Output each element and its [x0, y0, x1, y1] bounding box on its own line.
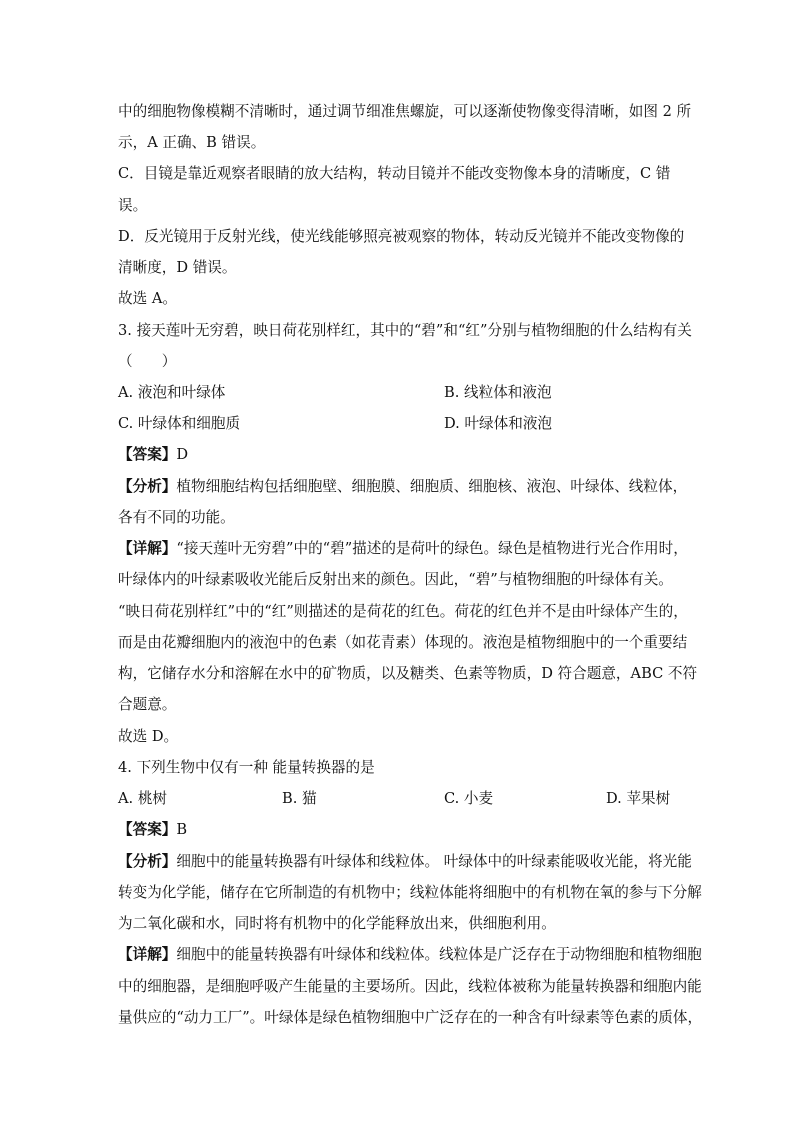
- question-4-stem: 4. 下列生物中仅有一种 能量转换器的是: [118, 759, 375, 776]
- text-line: 为二氧化碳和水，同时将有机物中的化学能释放出来，供细胞利用。: [118, 915, 556, 932]
- question-3-stem: 3. 接天莲叶无穷碧，映日荷花别样红，其中的“碧”和“红”分别与植物细胞的什么结构有关: [118, 322, 692, 339]
- text-line: 转变为化学能，储存在它所制造的有机物中；线粒体能将细胞中的有机物在氧的参与下分解: [118, 884, 702, 901]
- detail-text: “接天莲叶无穷碧”中的“碧”描述的是荷叶的绿色。绿色是植物进行光合作用时，: [176, 540, 688, 557]
- q3-option-b: B. 线粒体和液泡: [444, 384, 552, 401]
- q4-option-b: B. 猫: [282, 790, 317, 807]
- answer-4: [118, 820, 688, 840]
- text-line: “映日荷花别样红”中的“红”则描述的是荷花的红色。荷花的红色并不是由叶绿体产生的，: [118, 603, 688, 620]
- q3-option-a: A. 液泡和叶绿体: [118, 384, 226, 401]
- question-3-paren: （ ）: [118, 353, 177, 370]
- text-line: 中的细胞器，是细胞呼吸产生能量的主要场所。因此，线粒体被称为能量转换器和细胞内能: [118, 978, 702, 995]
- answer-value: D: [176, 446, 189, 463]
- text-line: D．反光镜用于反射光线，使光线能够照亮被观察的物体，转动反光镜并不能改变物像的: [118, 228, 685, 245]
- answer-3: [118, 445, 688, 465]
- detail-text: 细胞中的能量转换器有叶绿体和线粒体。线粒体是广泛存在于动物细胞和植物细胞: [176, 946, 702, 963]
- text-line: 中的细胞物像模糊不清晰时，通过调节细准焦螺旋，可以逐渐使物像变得清晰，如图 2 所: [118, 103, 692, 120]
- analysis-3: [118, 477, 688, 497]
- q3-option-d: D. 叶绿体和液泡: [444, 415, 553, 432]
- q4-option-d: D. 苹果树: [606, 790, 671, 807]
- text-line: C．目镜是靠近观察者眼睛的放大结构，转动目镜并不能改变物像本身的清晰度，C 错: [118, 165, 671, 182]
- analysis-tag: 【分析】: [118, 853, 177, 870]
- answer-value: B: [176, 821, 188, 838]
- detail-tag: 【详解】: [118, 540, 177, 557]
- text-line: 构，它储存水分和溶解在水中的矿物质，以及糖类、色素等物质，D 符合题意，ABC 不符: [118, 665, 698, 682]
- answer-tag: 【答案】: [118, 821, 177, 838]
- q3-option-c: C. 叶绿体和细胞质: [118, 415, 241, 432]
- text-line: 故选 A。: [118, 290, 177, 307]
- text-line: 误。: [118, 197, 148, 214]
- text-line: 各有不同的功能。: [118, 509, 235, 526]
- detail-tag: 【详解】: [118, 946, 177, 963]
- text-line: 清晰度，D 错误。: [118, 259, 237, 276]
- q4-option-a: A. 桃树: [118, 790, 168, 807]
- answer-tag: 【答案】: [118, 446, 177, 463]
- text-line: 故选 D。: [118, 728, 179, 745]
- analysis-4: [118, 852, 692, 872]
- text-line: 叶绿体内的叶绿素吸收光能后反射出来的颜色。因此，“碧”与植物细胞的叶绿体有关。: [118, 571, 673, 588]
- q4-option-c: C. 小麦: [444, 790, 494, 807]
- text-line: 量供应的“动力工厂”。叶绿体是绿色植物细胞中广泛存在的一种含有叶绿素等色素的质体，: [118, 1009, 703, 1026]
- analysis-text: 植物细胞结构包括细胞壁、细胞膜、细胞质、细胞核、液泡、叶绿体、线粒体，: [176, 478, 688, 495]
- detail-4: [118, 945, 702, 965]
- analysis-tag: 【分析】: [118, 478, 177, 495]
- text-line: 合题意。: [118, 696, 177, 713]
- text-line: 示，A 正确、B 错误。: [118, 134, 266, 151]
- text-line: 而是由花瓣细胞内的液泡中的色素（如花青素）体现的。液泡是植物细胞中的一个重要结: [118, 634, 688, 651]
- detail-3: [118, 539, 688, 559]
- analysis-text: 细胞中的能量转换器有叶绿体和线粒体。 叶绿体中的叶绿素能吸收光能，将光能: [176, 853, 692, 870]
